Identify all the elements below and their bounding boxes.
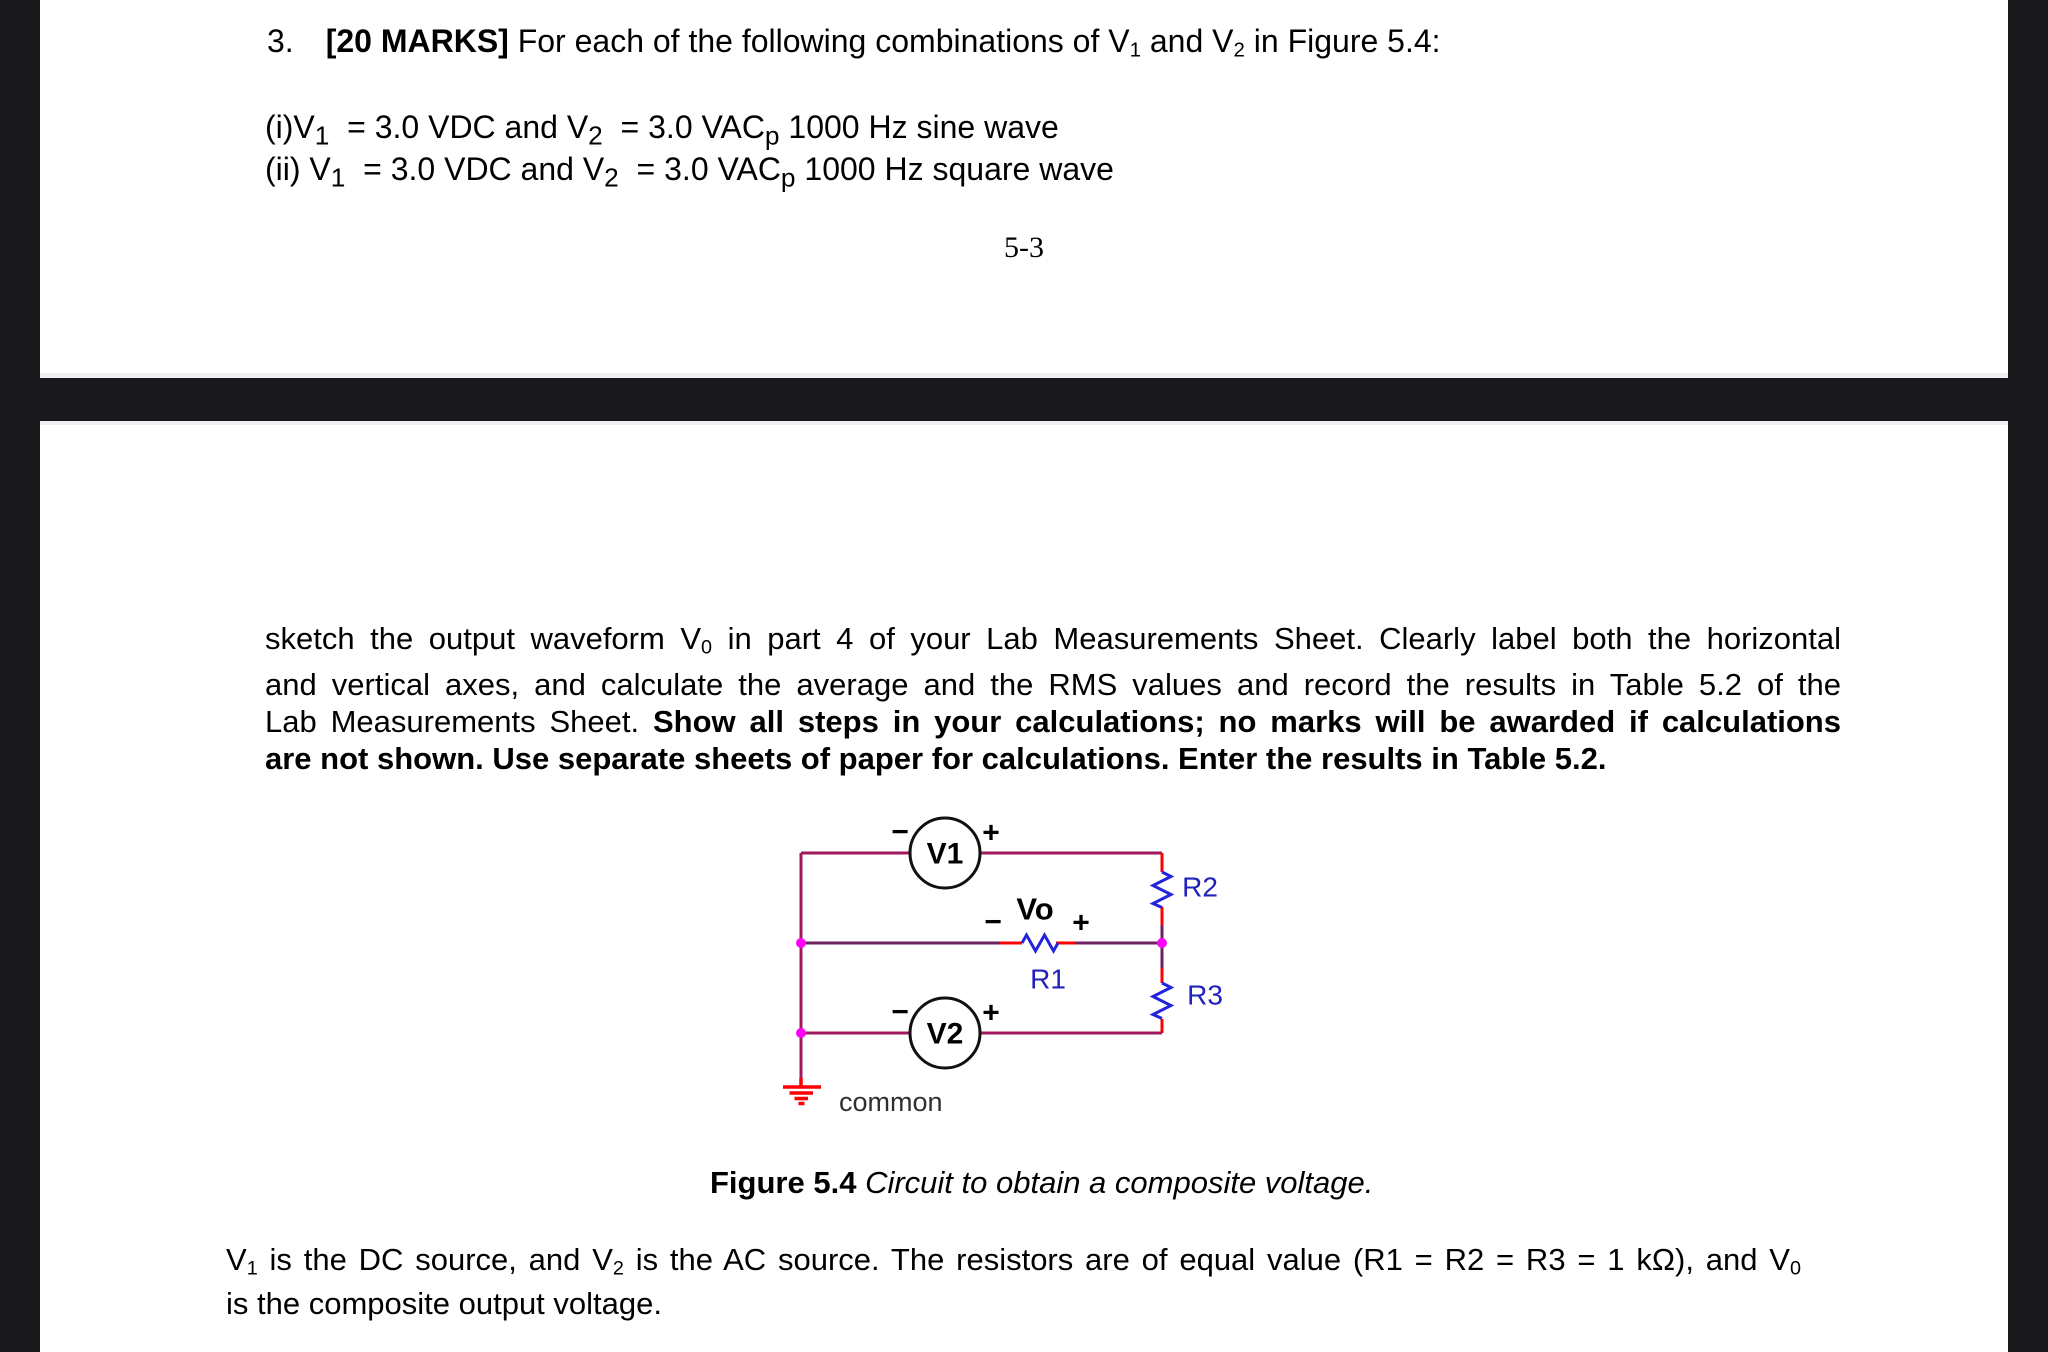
label-vo: Vo <box>1016 891 1054 927</box>
figure-caption: Figure 5.4 Circuit to obtain a composite voltage. <box>710 1165 1374 1200</box>
junction-dot-left-bottom <box>796 1028 806 1038</box>
label-common: common <box>839 1087 943 1117</box>
circuit-figure <box>760 810 1240 1120</box>
resistor-r3 <box>1153 983 1171 1019</box>
circuit-wires <box>801 853 1162 1080</box>
junction-dot-left-middle <box>796 938 806 948</box>
viewer-right-margin <box>2008 0 2048 1352</box>
resistor-r1 <box>1022 935 1058 951</box>
paragraph-line: are not shown. Use separate sheets of paper for calculations. Enter the results in Table 5.2. <box>265 741 1607 777</box>
label-r2: R2 <box>1182 871 1218 903</box>
document-page-2 <box>40 425 2008 1352</box>
junction-dot-right-middle <box>1157 938 1167 948</box>
paragraph-line: Lab Measurements Sheet. Show all steps in your calculations; no marks will be awarded if calculations <box>265 704 1841 740</box>
paragraph-line: V1 is the DC source, and V2 is the AC source. The resistors are of equal value (R1 = R2 = R3 = 1 kΩ), and V0 <box>226 1242 1801 1280</box>
measurements-paragraph <box>265 620 1841 777</box>
resistor-r2 <box>1153 872 1171 908</box>
question-item-i: (i)V1 = 3.0 VDC and V2 = 3.0 VACp 1000 Hz sine wave <box>265 109 1059 151</box>
v2-minus-sign: − <box>891 995 909 1029</box>
question-item-ii: (ii) V1 = 3.0 VDC and V2 = 3.0 VACp 1000 Hz square wave <box>265 151 1114 193</box>
paragraph-line: and vertical axes, and calculate the average and the RMS values and record the results in Table 5.2 of the <box>265 667 1841 703</box>
label-r3: R3 <box>1187 979 1223 1011</box>
question-3-line: 3. [20 MARKS] For each of the following combinations of V1 and V2 in Figure 5.4: <box>267 23 1441 62</box>
v1-minus-sign: − <box>891 815 909 849</box>
ground-symbol <box>783 1078 821 1104</box>
description-paragraph <box>226 1242 1801 1322</box>
vo-plus-sign: + <box>1072 906 1090 940</box>
page-separator-band <box>0 378 2048 421</box>
vo-minus-sign: − <box>984 905 1002 939</box>
page-number: 5-3 <box>1004 231 1044 264</box>
label-v1: V1 <box>926 837 964 871</box>
v2-plus-sign: + <box>982 996 1000 1030</box>
v1-plus-sign: + <box>982 816 1000 850</box>
page-1-bottom-edge <box>40 373 2008 378</box>
label-r1: R1 <box>1030 963 1066 995</box>
label-v2: V2 <box>926 1017 964 1051</box>
document-page-1 <box>40 0 2008 374</box>
paragraph-line: is the composite output voltage. <box>226 1286 662 1322</box>
paragraph-line: sketch the output waveform V0 in part 4 of your Lab Measurements Sheet. Clearly label both the horizontal <box>265 621 1842 659</box>
viewer-left-margin <box>0 0 40 1352</box>
